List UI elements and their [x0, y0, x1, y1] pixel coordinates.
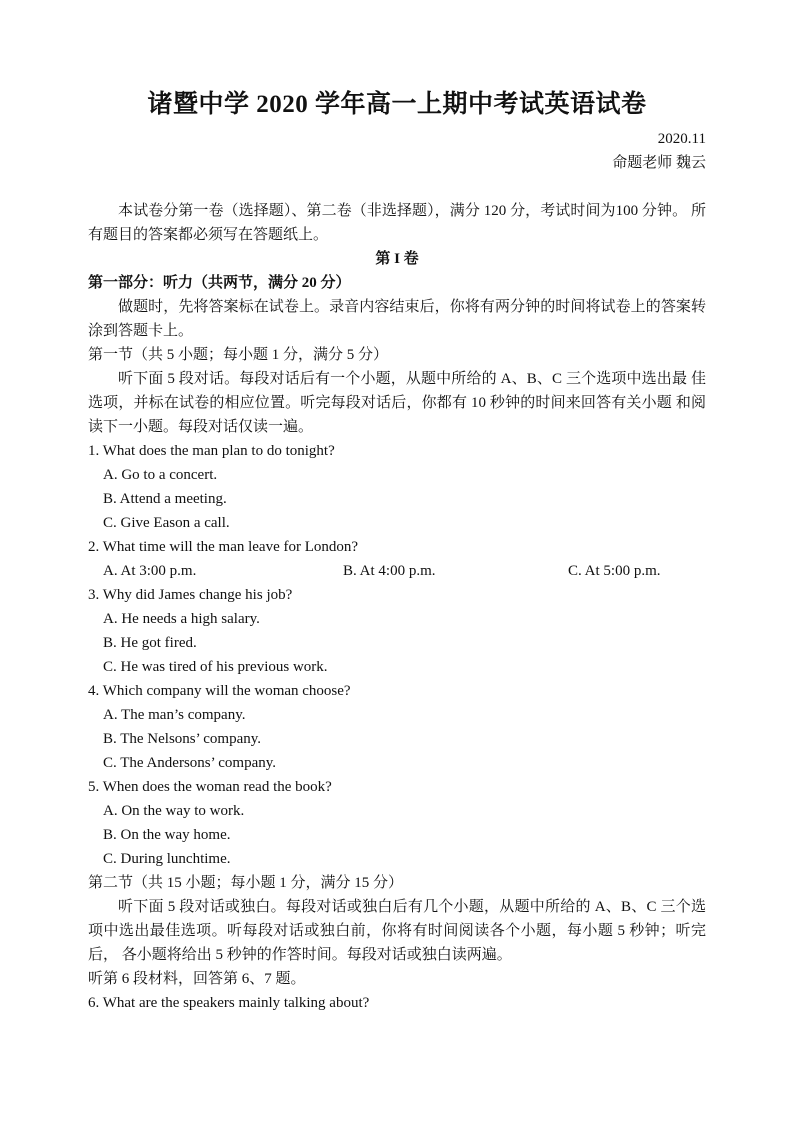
exam-date: 2020.11	[657, 131, 706, 147]
question-stem: 6. What are the speakers mainly talking about?	[88, 995, 370, 1011]
option-c: C. At 5:00 p.m.	[568, 563, 661, 579]
option-a: A. The man’s company.	[103, 707, 246, 723]
question-stem: 3. Why did James change his job?	[88, 587, 293, 603]
material-note: 听第 6 段材料，回答第 6、7 题。	[88, 971, 306, 987]
question-6	[88, 991, 706, 1015]
option-c: C. He was tired of his previous work.	[103, 659, 328, 675]
option-a: A. At 3:00 p.m.	[103, 563, 197, 579]
option-b: B. The Nelsons’ company.	[103, 731, 262, 747]
option-b: B. At 4:00 p.m.	[343, 563, 436, 579]
option-c: C. The Andersons’ company.	[103, 755, 277, 771]
section2-instructions: 听下面 5 段对话或独白。每段对话或独白后有几个小题，从题中所给的 A、B、C 三个选项中选出最佳选项。听每段对话或独白前，你将有时间阅读各个小题，每小题 5 秒钟；听完后， 各小题将给出 5 秒钟的作答时间。每段对话或独白读两遍。	[88, 899, 706, 963]
question-2	[88, 535, 706, 583]
question-3	[88, 583, 706, 679]
volume-label: 第 I 卷	[375, 251, 419, 267]
option-a: A. He needs a high salary.	[103, 611, 260, 627]
option-b: B. On the way home.	[103, 827, 231, 843]
question-5	[88, 775, 706, 871]
option-b: B. Attend a meeting.	[103, 491, 227, 507]
option-c: C. During lunchtime.	[103, 851, 231, 867]
section2-heading: 第二节（共 15 小题；每小题 1 分，满分 15 分）	[88, 875, 404, 891]
part1-instructions: 做题时，先将答案标在试卷上。录音内容结束后，你将有两分钟的时间将试卷上的答案转涂到答题卡上。	[88, 299, 706, 339]
question-stem: 5. When does the woman read the book?	[88, 779, 332, 795]
exam-title: 诸暨中学 2020 学年高一上期中考试英语试卷	[147, 91, 647, 118]
option-a: A. Go to a concert.	[103, 467, 218, 483]
exam-author: 命题老师 魏云	[612, 155, 706, 171]
section1-heading: 第一节（共 5 小题；每小题 1 分，满分 5 分）	[88, 347, 389, 363]
exam-intro: 本试卷分第一卷（选择题）、第二卷（非选择题），满分 120 分，考试时间为100 分钟。 所有题目的答案都必须写在答题纸上。	[88, 203, 706, 243]
option-c: C. Give Eason a call.	[103, 515, 230, 531]
section1-instructions: 听下面 5 段对话。每段对话后有一个小题，从题中所给的 A、B、C 三个选项中选出最 佳选项，并标在试卷的相应位置。听完每段对话后，你都有 10 秒钟的时间来回答有关小题 和阅读下一小题。每段对话仅读一遍。	[88, 371, 706, 435]
part1-heading: 第一部分：听力（共两节，满分 20 分）	[88, 275, 351, 291]
option-a: A. On the way to work.	[103, 803, 245, 819]
question-stem: 4. Which company will the woman choose?	[88, 683, 351, 699]
option-b: B. He got fired.	[103, 635, 197, 651]
question-stem: 1. What does the man plan to do tonight?	[88, 443, 335, 459]
question-1	[88, 439, 706, 535]
options-row	[88, 559, 706, 583]
question-4	[88, 679, 706, 775]
question-stem: 2. What time will the man leave for London?	[88, 539, 359, 555]
